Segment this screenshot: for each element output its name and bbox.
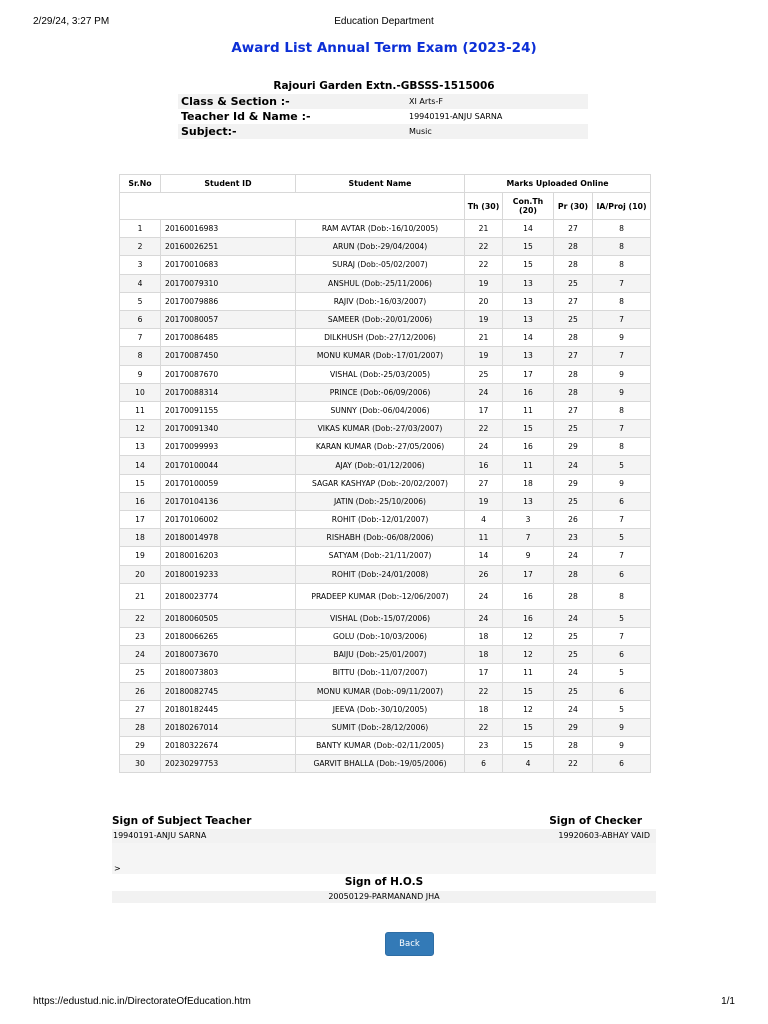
cell-student-id: 20180267014: [161, 718, 296, 736]
print-page-number: 1/1: [721, 996, 735, 1007]
header-iaproj: IA/Proj (10): [593, 193, 651, 220]
cell-student-id: 20170087450: [161, 347, 296, 365]
header-marks-group: Marks Uploaded Online: [465, 175, 651, 193]
cell-srno: 1: [120, 220, 161, 238]
cell-srno: 4: [120, 274, 161, 292]
cell-pr: 28: [554, 329, 593, 347]
cell-iaproj: 9: [593, 383, 651, 401]
table-row: [120, 737, 651, 755]
cell-iaproj: 7: [593, 511, 651, 529]
cell-srno: 15: [120, 474, 161, 492]
cell-student-id: 20230297753: [161, 755, 296, 773]
cell-student-id: 20170080057: [161, 310, 296, 328]
cell-iaproj: 5: [593, 529, 651, 547]
cell-student-name: MONU KUMAR (Dob:-17/01/2007): [296, 347, 465, 365]
cell-iaproj: 7: [593, 310, 651, 328]
cell-iaproj: 9: [593, 718, 651, 736]
print-url: https://edustud.nic.in/DirectorateOfEducation.htm: [33, 996, 251, 1007]
table-row: [120, 627, 651, 645]
cell-pr: 28: [554, 238, 593, 256]
cell-student-name: VISHAL (Dob:-15/07/2006): [296, 609, 465, 627]
cell-th: 19: [465, 310, 503, 328]
table-row: [120, 420, 651, 438]
cell-srno: 8: [120, 347, 161, 365]
table-header-row: [120, 175, 651, 193]
teacher-value: 19940191-ANJU SARNA: [409, 112, 503, 121]
cell-th: 24: [465, 583, 503, 609]
cell-srno: 20: [120, 565, 161, 583]
cell-student-id: 20180023774: [161, 583, 296, 609]
table-row: [120, 529, 651, 547]
cell-iaproj: 6: [593, 565, 651, 583]
table-row: [120, 474, 651, 492]
cell-iaproj: 8: [593, 220, 651, 238]
cell-iaproj: 8: [593, 583, 651, 609]
page-title: Award List Annual Term Exam (2023-24): [231, 40, 537, 56]
cell-pr: 24: [554, 547, 593, 565]
cell-srno: 23: [120, 627, 161, 645]
checker-signature-value: 19920603-ABHAY VAID: [558, 831, 650, 840]
cell-srno: 14: [120, 456, 161, 474]
cell-srno: 2: [120, 238, 161, 256]
table-row: [120, 256, 651, 274]
sign-hos-heading: Sign of H.O.S: [344, 876, 424, 888]
cell-pr: 25: [554, 646, 593, 664]
cell-student-id: 20170091155: [161, 401, 296, 419]
cell-conth: 15: [503, 682, 554, 700]
cell-student-name: MONU KUMAR (Dob:-09/11/2007): [296, 682, 465, 700]
cell-th: 17: [465, 664, 503, 682]
cell-pr: 26: [554, 511, 593, 529]
cell-srno: 25: [120, 664, 161, 682]
cell-student-name: SAGAR KASHYAP (Dob:-20/02/2007): [296, 474, 465, 492]
cell-conth: 18: [503, 474, 554, 492]
sign-teacher-heading: Sign of Subject Teacher: [112, 815, 252, 827]
cell-pr: 25: [554, 627, 593, 645]
cell-th: 24: [465, 609, 503, 627]
cell-pr: 28: [554, 256, 593, 274]
cell-student-id: 20160026251: [161, 238, 296, 256]
class-section-row: [178, 94, 588, 109]
cell-conth: 15: [503, 737, 554, 755]
cell-student-id: 20170087670: [161, 365, 296, 383]
cell-student-id: 20180082745: [161, 682, 296, 700]
cell-student-name: VISHAL (Dob:-25/03/2005): [296, 365, 465, 383]
cell-student-id: 20170079886: [161, 292, 296, 310]
cell-conth: 14: [503, 329, 554, 347]
marker-text: >: [114, 864, 121, 873]
cell-pr: 25: [554, 274, 593, 292]
cell-pr: 24: [554, 456, 593, 474]
table-row: [120, 583, 651, 609]
cell-srno: 17: [120, 511, 161, 529]
cell-student-id: 20160016983: [161, 220, 296, 238]
cell-srno: 21: [120, 583, 161, 609]
header-spacer: [120, 193, 465, 220]
cell-srno: 11: [120, 401, 161, 419]
header-th: Th (30): [465, 193, 503, 220]
cell-th: 24: [465, 438, 503, 456]
cell-iaproj: 7: [593, 347, 651, 365]
table-row: [120, 383, 651, 401]
cell-conth: 13: [503, 492, 554, 510]
cell-iaproj: 8: [593, 256, 651, 274]
cell-iaproj: 6: [593, 492, 651, 510]
cell-student-id: 20180322674: [161, 737, 296, 755]
cell-student-name: ROHIT (Dob:-12/01/2007): [296, 511, 465, 529]
cell-conth: 13: [503, 347, 554, 365]
cell-iaproj: 7: [593, 627, 651, 645]
cell-srno: 30: [120, 755, 161, 773]
header-student-id: Student ID: [161, 175, 296, 193]
cell-th: 22: [465, 718, 503, 736]
cell-student-name: RAM AVTAR (Dob:-16/10/2005): [296, 220, 465, 238]
cell-th: 21: [465, 220, 503, 238]
cell-th: 22: [465, 682, 503, 700]
sign-checker-heading: Sign of Checker: [549, 815, 642, 827]
table-row: [120, 365, 651, 383]
cell-student-name: PRINCE (Dob:-06/09/2006): [296, 383, 465, 401]
table-row: [120, 755, 651, 773]
cell-student-name: KARAN KUMAR (Dob:-27/05/2006): [296, 438, 465, 456]
cell-conth: 13: [503, 292, 554, 310]
cell-th: 6: [465, 755, 503, 773]
cell-conth: 11: [503, 401, 554, 419]
cell-conth: 13: [503, 310, 554, 328]
cell-conth: 14: [503, 220, 554, 238]
cell-student-name: SURAJ (Dob:-05/02/2007): [296, 256, 465, 274]
cell-srno: 16: [120, 492, 161, 510]
cell-srno: 9: [120, 365, 161, 383]
cell-conth: 15: [503, 718, 554, 736]
cell-iaproj: 9: [593, 365, 651, 383]
cell-th: 17: [465, 401, 503, 419]
cell-pr: 23: [554, 529, 593, 547]
cell-pr: 27: [554, 292, 593, 310]
cell-pr: 28: [554, 737, 593, 755]
cell-srno: 29: [120, 737, 161, 755]
cell-srno: 10: [120, 383, 161, 401]
cell-pr: 28: [554, 365, 593, 383]
cell-srno: 19: [120, 547, 161, 565]
cell-student-id: 20170100044: [161, 456, 296, 474]
cell-th: 27: [465, 474, 503, 492]
cell-pr: 28: [554, 583, 593, 609]
cell-iaproj: 9: [593, 329, 651, 347]
cell-iaproj: 8: [593, 401, 651, 419]
cell-pr: 27: [554, 347, 593, 365]
cell-conth: 17: [503, 365, 554, 383]
cell-conth: 13: [503, 274, 554, 292]
table-row: [120, 646, 651, 664]
cell-pr: 27: [554, 220, 593, 238]
cell-student-id: 20170099993: [161, 438, 296, 456]
table-row: [120, 292, 651, 310]
table-row: [120, 547, 651, 565]
cell-conth: 15: [503, 256, 554, 274]
cell-student-name: GOLU (Dob:-10/03/2006): [296, 627, 465, 645]
subject-label: Subject:-: [181, 125, 237, 138]
cell-student-name: PRADEEP KUMAR (Dob:-12/06/2007): [296, 583, 465, 609]
cell-conth: 16: [503, 438, 554, 456]
table-row: [120, 438, 651, 456]
header-conth: Con.Th (20): [503, 193, 554, 220]
cell-th: 23: [465, 737, 503, 755]
cell-conth: 15: [503, 238, 554, 256]
cell-student-id: 20180073803: [161, 664, 296, 682]
cell-iaproj: 9: [593, 737, 651, 755]
cell-student-id: 20180066265: [161, 627, 296, 645]
cell-student-name: RAJIV (Dob:-16/03/2007): [296, 292, 465, 310]
table-body: [120, 220, 651, 773]
table-row: [120, 456, 651, 474]
cell-pr: 25: [554, 420, 593, 438]
class-section-value: XI Arts-F: [409, 97, 443, 106]
school-name: Rajouri Garden Extn.-GBSSS-1515006: [273, 80, 495, 92]
cell-student-id: 20180019233: [161, 565, 296, 583]
print-header: [33, 16, 735, 30]
cell-th: 22: [465, 238, 503, 256]
header-pr: Pr (30): [554, 193, 593, 220]
table-row: [120, 310, 651, 328]
cell-student-name: BAIJU (Dob:-25/01/2007): [296, 646, 465, 664]
cell-student-name: JATIN (Dob:-25/10/2006): [296, 492, 465, 510]
cell-iaproj: 5: [593, 609, 651, 627]
table-subheader-row: [120, 193, 651, 220]
cell-student-name: RISHABH (Dob:-06/08/2006): [296, 529, 465, 547]
table-row: [120, 274, 651, 292]
cell-iaproj: 5: [593, 456, 651, 474]
cell-th: 22: [465, 256, 503, 274]
print-timestamp: 2/29/24, 3:27 PM: [33, 16, 110, 27]
cell-pr: 27: [554, 401, 593, 419]
cell-iaproj: 5: [593, 664, 651, 682]
cell-student-id: 20170010683: [161, 256, 296, 274]
table-row: [120, 609, 651, 627]
table-row: [120, 565, 651, 583]
cell-th: 24: [465, 383, 503, 401]
cell-th: 22: [465, 420, 503, 438]
cell-srno: 27: [120, 700, 161, 718]
cell-student-name: DILKHUSH (Dob:-27/12/2006): [296, 329, 465, 347]
cell-pr: 29: [554, 718, 593, 736]
cell-th: 19: [465, 347, 503, 365]
cell-iaproj: 8: [593, 238, 651, 256]
table-row: [120, 401, 651, 419]
cell-student-id: 20170091340: [161, 420, 296, 438]
teacher-label: Teacher Id & Name :-: [181, 110, 311, 123]
award-table: [119, 174, 651, 773]
cell-student-name: BANTY KUMAR (Dob:-02/11/2005): [296, 737, 465, 755]
cell-pr: 28: [554, 383, 593, 401]
cell-student-name: ROHIT (Dob:-24/01/2008): [296, 565, 465, 583]
header-student-name: Student Name: [296, 175, 465, 193]
cell-pr: 28: [554, 565, 593, 583]
subject-value: Music: [409, 127, 432, 136]
cell-conth: 12: [503, 627, 554, 645]
cell-srno: 12: [120, 420, 161, 438]
cell-student-name: SUMIT (Dob:-28/12/2006): [296, 718, 465, 736]
cell-pr: 24: [554, 609, 593, 627]
cell-pr: 24: [554, 664, 593, 682]
cell-conth: 4: [503, 755, 554, 773]
teacher-signature-value: 19940191-ANJU SARNA: [113, 831, 207, 840]
cell-student-name: SATYAM (Dob:-21/11/2007): [296, 547, 465, 565]
cell-student-id: 20170104136: [161, 492, 296, 510]
cell-conth: 16: [503, 609, 554, 627]
cell-th: 19: [465, 492, 503, 510]
cell-iaproj: 5: [593, 700, 651, 718]
cell-conth: 11: [503, 456, 554, 474]
signature-blank-area: [112, 843, 656, 874]
subject-row: [178, 124, 588, 139]
cell-iaproj: 7: [593, 420, 651, 438]
cell-th: 18: [465, 646, 503, 664]
cell-iaproj: 8: [593, 292, 651, 310]
cell-student-id: 20170079310: [161, 274, 296, 292]
header-srno: Sr.No: [120, 175, 161, 193]
cell-th: 18: [465, 700, 503, 718]
cell-srno: 6: [120, 310, 161, 328]
table-row: [120, 238, 651, 256]
cell-srno: 28: [120, 718, 161, 736]
print-page-title: Education Department: [334, 16, 434, 27]
cell-conth: 16: [503, 583, 554, 609]
cell-pr: 22: [554, 755, 593, 773]
cell-student-id: 20180182445: [161, 700, 296, 718]
cell-pr: 29: [554, 474, 593, 492]
cell-student-name: ARUN (Dob:-29/04/2004): [296, 238, 465, 256]
cell-iaproj: 6: [593, 646, 651, 664]
cell-conth: 17: [503, 565, 554, 583]
table-row: [120, 664, 651, 682]
cell-conth: 3: [503, 511, 554, 529]
cell-srno: 7: [120, 329, 161, 347]
cell-student-id: 20170088314: [161, 383, 296, 401]
cell-student-name: GARVIT BHALLA (Dob:-19/05/2006): [296, 755, 465, 773]
cell-th: 20: [465, 292, 503, 310]
table-row: [120, 347, 651, 365]
cell-pr: 24: [554, 700, 593, 718]
table-row: [120, 329, 651, 347]
cell-th: 4: [465, 511, 503, 529]
cell-srno: 22: [120, 609, 161, 627]
cell-student-name: JEEVA (Dob:-30/10/2005): [296, 700, 465, 718]
cell-student-id: 20170086485: [161, 329, 296, 347]
cell-conth: 16: [503, 383, 554, 401]
cell-th: 11: [465, 529, 503, 547]
cell-student-id: 20180060505: [161, 609, 296, 627]
cell-srno: 13: [120, 438, 161, 456]
table-row: [120, 492, 651, 510]
cell-pr: 25: [554, 492, 593, 510]
cell-iaproj: 9: [593, 474, 651, 492]
cell-srno: 5: [120, 292, 161, 310]
cell-srno: 3: [120, 256, 161, 274]
cell-student-id: 20180073670: [161, 646, 296, 664]
cell-th: 19: [465, 274, 503, 292]
cell-student-name: SAMEER (Dob:-20/01/2006): [296, 310, 465, 328]
cell-iaproj: 7: [593, 547, 651, 565]
cell-pr: 25: [554, 310, 593, 328]
table-row: [120, 220, 651, 238]
cell-student-name: AJAY (Dob:-01/12/2006): [296, 456, 465, 474]
cell-conth: 15: [503, 420, 554, 438]
cell-srno: 18: [120, 529, 161, 547]
cell-student-id: 20170106002: [161, 511, 296, 529]
cell-conth: 7: [503, 529, 554, 547]
print-footer: [33, 996, 735, 1010]
back-button[interactable]: Back: [385, 932, 434, 956]
cell-iaproj: 7: [593, 274, 651, 292]
cell-iaproj: 6: [593, 755, 651, 773]
cell-conth: 9: [503, 547, 554, 565]
table-row: [120, 682, 651, 700]
cell-conth: 12: [503, 700, 554, 718]
cell-conth: 11: [503, 664, 554, 682]
cell-th: 18: [465, 627, 503, 645]
cell-student-name: SUNNY (Dob:-06/04/2006): [296, 401, 465, 419]
cell-student-id: 20170100059: [161, 474, 296, 492]
cell-th: 16: [465, 456, 503, 474]
table-row: [120, 718, 651, 736]
cell-th: 14: [465, 547, 503, 565]
info-block: [178, 94, 588, 139]
teacher-row: [178, 109, 588, 124]
cell-pr: 25: [554, 682, 593, 700]
cell-th: 26: [465, 565, 503, 583]
cell-student-name: VIKAS KUMAR (Dob:-27/03/2007): [296, 420, 465, 438]
cell-student-id: 20180016203: [161, 547, 296, 565]
class-section-label: Class & Section :-: [181, 95, 290, 108]
cell-iaproj: 8: [593, 438, 651, 456]
cell-student-name: BITTU (Dob:-11/07/2007): [296, 664, 465, 682]
cell-pr: 29: [554, 438, 593, 456]
cell-iaproj: 6: [593, 682, 651, 700]
cell-conth: 12: [503, 646, 554, 664]
cell-student-id: 20180014978: [161, 529, 296, 547]
cell-th: 21: [465, 329, 503, 347]
hos-signature-value: 20050129-PARMANAND JHA: [112, 891, 656, 903]
signature-values-row: [112, 829, 656, 843]
cell-th: 25: [465, 365, 503, 383]
table-row: [120, 511, 651, 529]
cell-srno: 24: [120, 646, 161, 664]
cell-student-name: ANSHUL (Dob:-25/11/2006): [296, 274, 465, 292]
table-row: [120, 700, 651, 718]
cell-srno: 26: [120, 682, 161, 700]
